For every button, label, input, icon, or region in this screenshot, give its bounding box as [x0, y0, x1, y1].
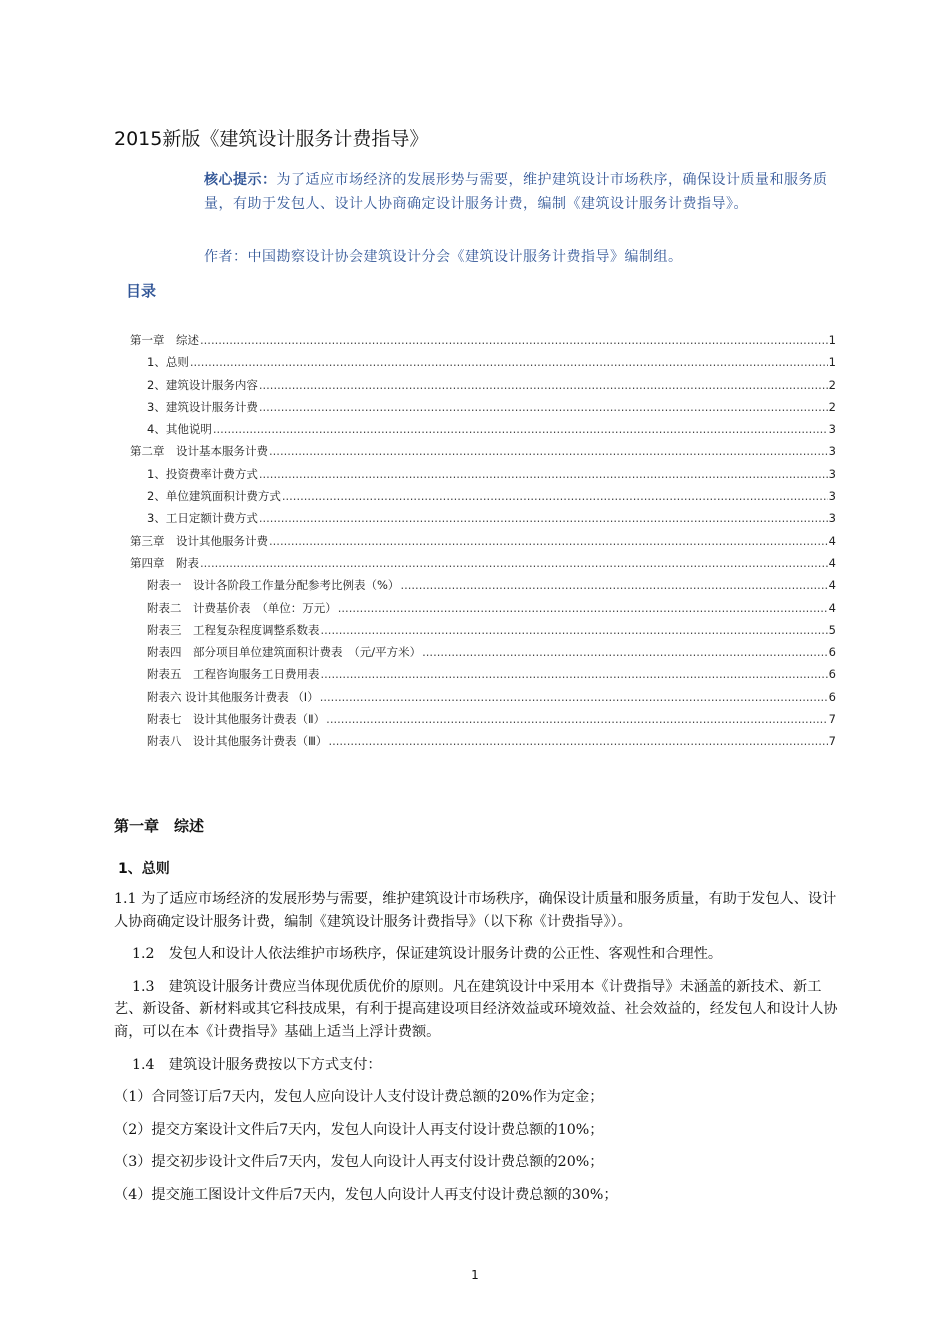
toc-entry[interactable]: [130, 577, 836, 599]
toc-entry-page: 4: [828, 533, 836, 548]
summary-label: 核心提示：: [204, 172, 277, 188]
author-line: 作者：中国勘察设计协会建筑设计分会《建筑设计服务计费指导》编制组。: [204, 249, 683, 265]
toc-leader-dots: [328, 734, 827, 748]
payment-item-2: （2）提交方案设计文件后7天内，发包人向设计人再支付设计费总额的10%；: [114, 1121, 604, 1138]
toc-entry[interactable]: [130, 354, 836, 376]
toc-entry-page: 7: [828, 712, 836, 727]
toc-entry-text: 附表八 设计其他服务计费表（Ⅲ）: [147, 734, 328, 749]
toc-entry-page: 1: [828, 355, 836, 370]
toc-entry-page: 4: [828, 600, 836, 615]
toc-entry[interactable]: [130, 711, 836, 733]
toc-entry[interactable]: [130, 533, 836, 555]
toc-entry-text: 附表七 设计其他服务计费表（Ⅱ）: [147, 712, 326, 727]
toc-entry-text: 1、投资费率计费方式: [147, 466, 258, 481]
toc-entry[interactable]: [130, 733, 836, 755]
toc-leader-dots: [200, 556, 828, 570]
toc-leader-dots: [259, 400, 828, 414]
toc-leader-dots: [422, 645, 828, 659]
toc-leader-dots: [259, 467, 828, 481]
payment-item-4: （4）提交施工图设计文件后7天内，发包人向设计人再支付设计费总额的30%；: [114, 1186, 618, 1203]
toc-entry-page: 6: [828, 689, 836, 704]
toc-entry-page: 3: [828, 466, 836, 481]
toc-entry-page: 2: [828, 377, 836, 392]
toc-entry-text: 2、建筑设计服务内容: [147, 377, 258, 392]
toc-entry-page: 6: [828, 667, 836, 682]
toc-entry-page: 3: [828, 489, 836, 504]
paragraph-1-3: 1.3 建筑设计服务计费应当体现优质优价的原则。凡在建筑设计中采用本《计费指导》未涵盖的新技术、新工艺、新设备、新材料或其它科技成果，有利于提高建设项目经济效益或环境效益、社会效益的，经发包人和设计人协商，可以在本《计费指导》基础上适当上浮计费额。: [114, 978, 838, 1040]
toc-entry[interactable]: [130, 488, 836, 510]
toc-entry[interactable]: [130, 689, 836, 711]
toc-entry-text: 第一章 综述: [130, 333, 199, 347]
toc-leader-dots: [400, 578, 827, 592]
toc-entry[interactable]: [130, 622, 836, 644]
toc-entry-page: 4: [828, 555, 836, 570]
toc-leader-dots: [326, 712, 828, 726]
toc-entry-page: 7: [828, 734, 836, 749]
table-of-contents: [130, 332, 836, 756]
toc-entry-page: 1: [828, 333, 836, 347]
toc-leader-dots: [190, 355, 828, 369]
toc-entry-page: 2: [828, 399, 836, 414]
toc-leader-dots: [213, 422, 828, 436]
toc-entry[interactable]: [130, 332, 836, 354]
toc-entry-text: 附表四 部分项目单位建筑面积计费表 （元/平方米）: [147, 645, 422, 660]
toc-entry[interactable]: [130, 421, 836, 443]
toc-entry[interactable]: [130, 510, 836, 532]
toc-leader-dots: [338, 601, 828, 615]
toc-leader-dots: [282, 489, 828, 503]
toc-entry[interactable]: [130, 600, 836, 622]
section-heading: 1、总则: [118, 861, 170, 877]
document-title: 2015新版《建筑设计服务计费指导》: [114, 128, 429, 150]
toc-leader-dots: [269, 534, 828, 548]
toc-entry[interactable]: [130, 377, 836, 399]
toc-entry-text: 附表三 工程复杂程度调整系数表: [147, 622, 320, 637]
toc-leader-dots: [259, 378, 828, 392]
toc-title: 目录: [126, 282, 157, 300]
toc-entry-page: 3: [828, 422, 836, 437]
toc-entry-text: 附表二 计费基价表 （单位：万元）: [147, 600, 337, 615]
toc-entry[interactable]: [130, 555, 836, 577]
paragraph-1-4: 1.4 建筑设计服务费按以下方式支付：: [132, 1056, 382, 1073]
toc-entry-page: 3: [828, 511, 836, 526]
toc-entry-text: 第三章 设计其他服务计费: [130, 533, 268, 548]
summary-text: 为了适应市场经济的发展形势与需要，维护建筑设计市场秩序，确保设计质量和服务质量，有助于发包人、设计人协商确定设计服务计费，编制《建筑设计服务计费指导》。: [204, 172, 828, 212]
toc-entry-text: 3、工日定额计费方式: [147, 511, 258, 526]
toc-leader-dots: [321, 667, 828, 681]
toc-entry[interactable]: [130, 466, 836, 488]
page-number: 1: [471, 1268, 479, 1282]
core-summary: [204, 168, 834, 216]
toc-entry-text: 3、建筑设计服务计费: [147, 399, 258, 414]
toc-entry-text: 第二章 设计基本服务计费: [130, 444, 268, 459]
toc-entry-page: 6: [828, 645, 836, 660]
payment-item-3: （3）提交初步设计文件后7天内，发包人向设计人再支付设计费总额的20%；: [114, 1154, 604, 1171]
toc-entry-text: 2、单位建筑面积计费方式: [147, 489, 281, 504]
toc-entry-text: 第四章 附表: [130, 555, 199, 570]
toc-entry[interactable]: [130, 443, 836, 465]
payment-item-1: （1）合同签订后7天内，发包人应向设计人支付设计费总额的20%作为定金；: [114, 1089, 604, 1106]
toc-entry-text: 附表五 工程咨询服务工日费用表: [147, 667, 320, 682]
toc-leader-dots: [320, 690, 828, 704]
toc-entry[interactable]: [130, 399, 836, 421]
toc-leader-dots: [321, 623, 828, 637]
toc-entry-text: 附表六 设计其他服务计费表 （Ⅰ）: [147, 689, 319, 704]
toc-entry-text: 附表一 设计各阶段工作量分配参考比例表（%）: [147, 578, 400, 593]
toc-entry-page: 4: [828, 578, 836, 593]
toc-entry[interactable]: [130, 666, 836, 688]
toc-entry-text: 4、其他说明: [147, 422, 212, 437]
toc-entry[interactable]: [130, 644, 836, 666]
toc-leader-dots: [269, 444, 828, 458]
paragraph-1-2: 1.2 发包人和设计人依法维护市场秩序，保证建筑设计服务计费的公正性、客观性和合理性。: [132, 946, 723, 963]
toc-leader-dots: [259, 511, 828, 525]
chapter-body: [114, 888, 838, 1217]
toc-entry-page: 5: [828, 622, 836, 637]
toc-entry-text: 1、总则: [147, 355, 189, 370]
toc-entry-page: 3: [828, 444, 836, 459]
chapter-heading: 第一章 综述: [114, 817, 205, 835]
toc-leader-dots: [200, 333, 828, 347]
paragraph-1-1: 1.1 为了适应市场经济的发展形势与需要，维护建筑设计市场秩序，确保设计质量和服务质量，有助于发包人、设计人协商确定设计服务计费，编制《建筑设计服务计费指导》（以下称《计费指导》）。: [114, 891, 837, 930]
